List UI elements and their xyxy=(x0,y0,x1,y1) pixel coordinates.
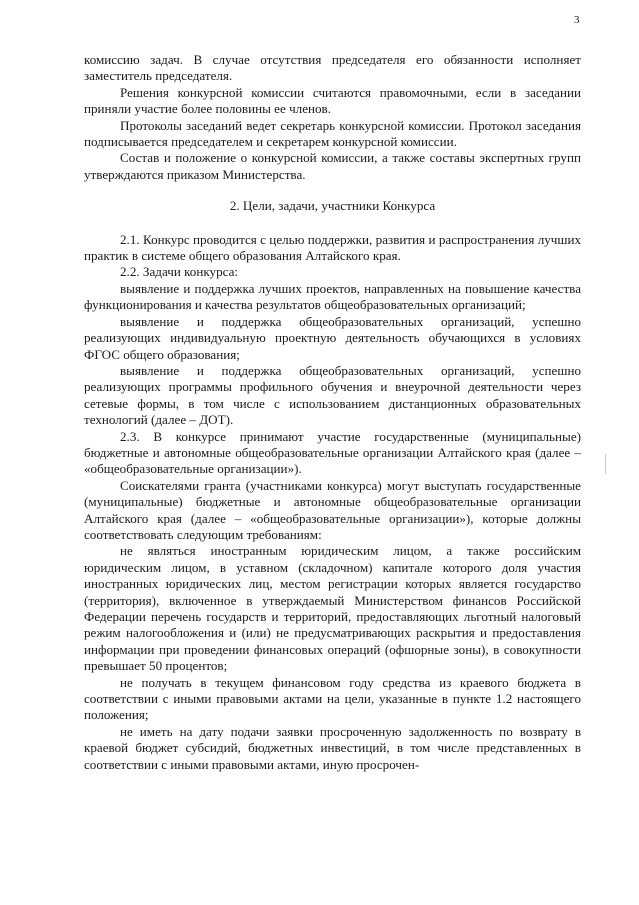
page-number: 3 xyxy=(574,14,580,26)
paragraph: Соискателями гранта (участниками конкурса) могут выступать государственные (муниципальные) бюджетные и автономные общеобразовательные организации Алтайского края (далее – «общеобразовательные организации»), которые должны соответствовать следующим требованиям: xyxy=(84,477,581,542)
document-body xyxy=(84,52,581,773)
paragraph: выявление и поддержка общеобразовательных организаций, успешно реализующих индивидуальную проектную деятельность обучающихся в условиях ФГОС общего образования; xyxy=(84,313,581,362)
paragraph: 2.3. В конкурсе принимают участие государственные (муниципальные) бюджетные и автономные общеобразовательные организации Алтайского края (далее – «общеобразовательные организации»). xyxy=(84,428,581,477)
scan-edge-mark xyxy=(605,454,606,474)
paragraph: Состав и положение о конкурсной комиссии, а также составы экспертных групп утверждаются приказом Министерства. xyxy=(84,150,581,182)
paragraph: не являться иностранным юридическим лицом, а также российским юридическим лицом, в уставном (складочном) капитале которого доля участия иностранных юридических лиц, местом регистрации которых является государство (территория), включенное в утверждаемый Министерством финансов Российской Федерации перечень государств и территорий, предоставляющих льготный налоговый режим налогообложения и (или) не предусматривающих раскрытия и предоставления информации при проведении финансовых операций (офшорные зоны), в совокупности превышает 50 процентов; xyxy=(84,543,581,674)
paragraph: выявление и поддержка лучших проектов, направленных на повышение качества функционирования и качества результатов общеобразовательных организаций; xyxy=(84,280,581,313)
paragraph: Протоколы заседаний ведет секретарь конкурсной комиссии. Протокол заседания подписывается председателем и секретарем конкурсной комиссии. xyxy=(84,117,581,150)
paragraph: Решения конкурсной комиссии считаются правомочными, если в заседании приняли участие более половины ее членов. xyxy=(84,84,581,117)
paragraph: не иметь на дату подачи заявки просроченную задолженность по возврату в краевой бюджет субсидий, бюджетных инвестиций, в том числе представленных в соответствии с иными правовыми актами, иную просрочен- xyxy=(84,723,581,772)
paragraph: выявление и поддержка общеобразовательных организаций, успешно реализующих программы профильного обучения и внеурочной деятельности через сетевые формы, в том числе с использованием дистанционных образовательных технологий (далее – ДОТ). xyxy=(84,362,581,428)
paragraph: не получать в текущем финансовом году средства из краевого бюджета в соответствии с иными правовыми актами на цели, указанные в пункте 1.2 настоящего положения; xyxy=(84,674,581,723)
paragraph: 2.2. Задачи конкурса: xyxy=(120,264,239,280)
paragraph: комиссию задач. В случае отсутствия председателя его обязанности исполняет заместитель председателя. xyxy=(84,52,581,84)
section-heading: 2. Цели, задачи, участники Конкурса xyxy=(229,198,436,214)
paragraph: 2.1. Конкурс проводится с целью поддержки, развития и распространения лучших практик в системе общего образования Алтайского края. xyxy=(84,231,581,264)
